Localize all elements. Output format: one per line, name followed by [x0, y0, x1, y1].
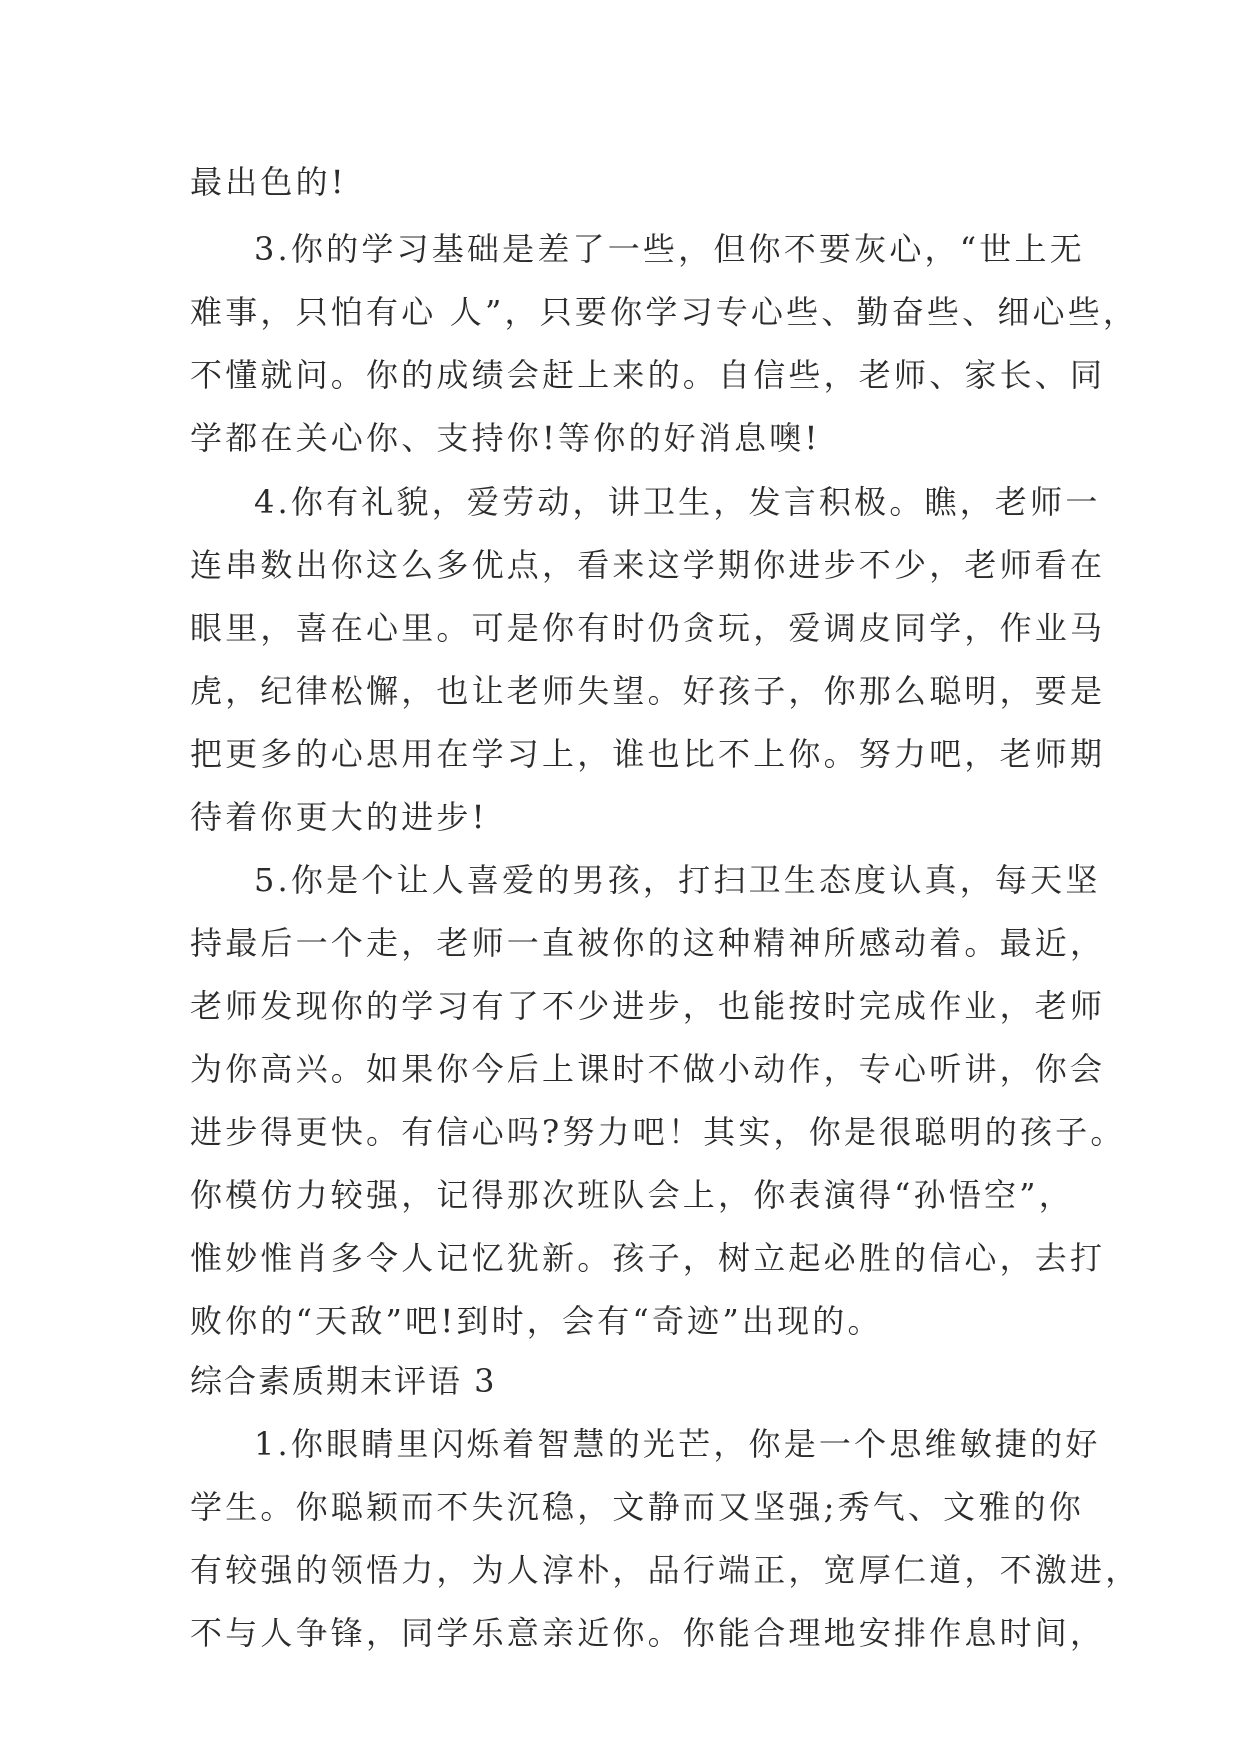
text-line: 败你的“天敌”吧!到时，会有“奇迹”出现的。 [190, 1302, 883, 1340]
text-line: 不懂就问。你的成绩会赶上来的。自信些，老师、家长、同 [190, 356, 1106, 394]
text-line: 学都在关心你、支持你!等你的好消息噢! [190, 419, 821, 457]
paragraph-start-3: 3.你的学习基础是差了一些，但你不要灰心，“世上无 [254, 230, 1085, 268]
text-line: 眼里，喜在心里。可是你有时仍贪玩，爱调皮同学，作业马 [190, 609, 1106, 647]
paragraph-start-1: 1.你眼睛里闪烁着智慧的光芒，你是一个思维敏捷的好 [254, 1425, 1101, 1463]
text-line: 难事，只怕有心 人”，只要你学习专心些、勤奋些、细心些， [190, 293, 1139, 331]
text-line: 有较强的领悟力，为人淳朴，品行端正，宽厚仁道，不激进， [190, 1551, 1141, 1589]
text-line: 你模仿力较强，记得那次班队会上，你表演得“孙悟空”， [190, 1176, 1074, 1214]
text-line: 最出色的! [190, 163, 347, 201]
text-line: 不与人争锋，同学乐意亲近你。你能合理地安排作息时间， [190, 1614, 1106, 1652]
section-heading: 综合素质期末评语 3 [190, 1362, 497, 1400]
text-line: 为你高兴。如果你今后上课时不做小动作，专心听讲，你会 [190, 1050, 1106, 1088]
text-line: 惟妙惟肖多令人记忆犹新。孩子，树立起必胜的信心，去打 [190, 1239, 1106, 1277]
text-line: 老师发现你的学习有了不少进步，也能按时完成作业，老师 [190, 987, 1106, 1025]
text-line: 进步得更快。有信心吗?努力吧！其实，你是很聪明的孩子。 [190, 1113, 1126, 1151]
text-line: 学生。你聪颖而不失沉稳，文静而又坚强;秀气、文雅的你 [190, 1488, 1084, 1526]
text-line: 虎，纪律松懈，也让老师失望。好孩子，你那么聪明，要是 [190, 672, 1106, 710]
text-line: 把更多的心思用在学习上，谁也比不上你。努力吧，老师期 [190, 735, 1106, 773]
text-line: 持最后一个走，老师一直被你的这种精神所感动着。最近， [190, 924, 1106, 962]
text-line: 待着你更大的进步! [190, 798, 488, 836]
text-line: 连串数出你这么多优点，看来这学期你进步不少，老师看在 [190, 546, 1106, 584]
paragraph-start-5: 5.你是个让人喜爱的男孩，打扫卫生态度认真，每天坚 [254, 861, 1101, 899]
paragraph-start-4: 4.你有礼貌，爱劳动，讲卫生，发言积极。瞧，老师一 [254, 483, 1101, 521]
